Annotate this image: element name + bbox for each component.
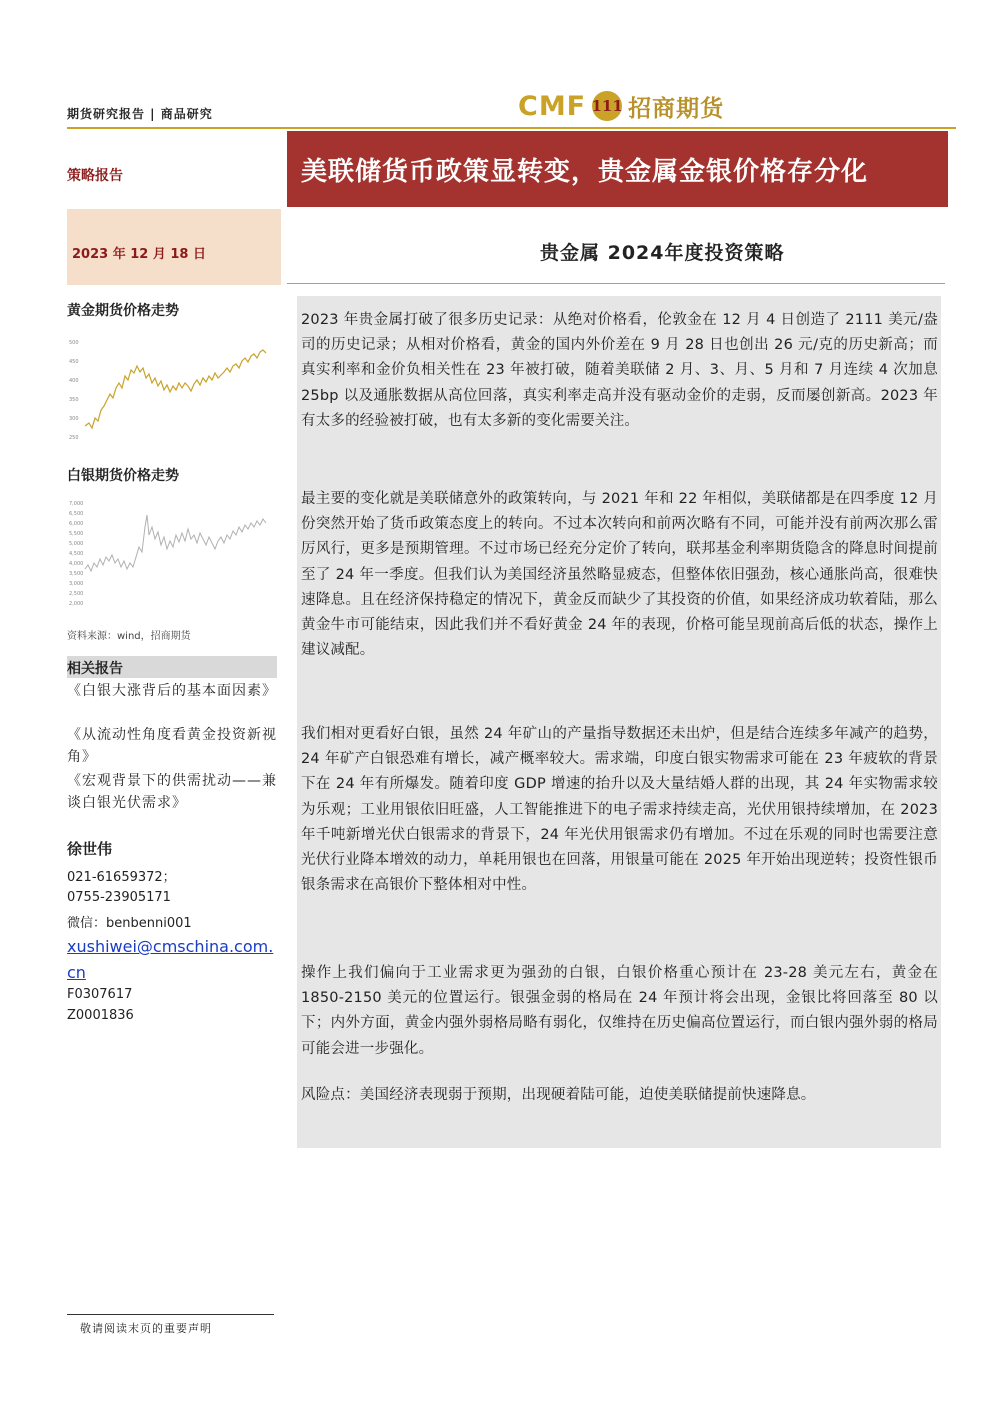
- silver-y-tick: 4,000: [69, 561, 84, 567]
- silver-y-tick: 6,500: [69, 511, 84, 517]
- report-subtitle: 贵金属 2024年度投资策略: [540, 242, 785, 264]
- author-email-link[interactable]: xushiwei@cmschina.com.cn: [67, 937, 274, 982]
- footer-divider: [67, 1314, 274, 1315]
- related-report-link[interactable]: 《白银大涨背后的基本面因素》: [67, 683, 277, 699]
- silver-y-tick: 5,000: [69, 541, 84, 547]
- gold-y-tick: 250: [69, 435, 79, 441]
- summary-paragraph: 操作上我们偏向于工业需求更为强劲的白银，白银价格重心预计在 23-28 美元左右，黄金在 1850-2150 美元的位置运行。银强金弱的格局在 24 年预计将会出现，金银比将回落至 80 以下；内外方面，黄金内强外弱格局略有弱化，仅维持在历史偏高位置运行，而白银内强外弱的格局可能会进一步强化。: [301, 965, 938, 1057]
- silver-price-line: [85, 515, 266, 571]
- author-cert-number: F0307617: [67, 987, 133, 1002]
- gold-y-tick: 350: [69, 397, 79, 403]
- silver-y-tick: 7,000: [69, 501, 84, 507]
- logo-cmf-text: CMF: [518, 90, 587, 122]
- logo-mark-icon: 111: [592, 91, 622, 121]
- summary-paragraph: 我们相对更看好白银，虽然 24 年矿山的产量指导数据还未出炉，但是结合连续多年减产的趋势，24 年矿产白银恐难有增长，减产概率较大。需求端，印度白银实物需求可能在 23 年疲软的背景下在 24 年有所爆发。随着印度 GDP 增速的抬升以及大量结婚人群的出现，其 24 年实物需求较为乐观；工业用银依旧旺盛，人工智能推进下的电子需求持续走高，光伏用银持续增加，在 2023 年千吨新增光伏白银需求的背景下，24 年光伏用银需求仍有增加。不过在乐观的同时也需要注意光伏行业降本增效的动力，单耗用银也在回落，用银量可能在 2025 年开始出现逆转；投资性银币银条需求在高银价下整体相对中性。: [301, 726, 938, 894]
- report-title: 美联储货币政策显转变，贵金属金银价格存分化: [287, 131, 948, 207]
- summary-paragraph: 最主要的变化就是美联储意外的政策转向，与 2021 年和 22 年相似，美联储都是在四季度 12 月份突然开始了货币政策态度上的转向。不过本次转向和前两次略有不同，可能并没有前两次那么雷厉风行，更多是预期管理。不过市场已经充分定价了转向，联邦基金利率期货隐含的降息时间提前至了 24 年一季度。但我们认为美国经济虽然略显疲态，但整体依旧强劲，核心通胀尚高，很难快速降息。且在经济保持稳定的情况下，黄金反而缺少了其投资的价值，如果经济成功软着陆，那么黄金牛市可能结束，因此我们并不看好黄金 24 年的表现，价格可能呈现前高后低的状态，操作上建议减配。: [301, 491, 938, 659]
- silver-price-chart: [67, 497, 277, 609]
- gold-y-tick: 300: [69, 416, 79, 422]
- gold-chart-title: 黄金期货价格走势: [67, 303, 179, 319]
- logo-company-name: 招商期货: [628, 95, 725, 122]
- gold-price-chart: [67, 328, 277, 448]
- company-logo: [518, 86, 724, 126]
- author-name: 徐世伟: [67, 840, 113, 858]
- report-date: 2023 年 12 月 18 日: [72, 247, 206, 262]
- silver-chart-title: 白银期货价格走势: [67, 468, 179, 484]
- author-wechat: 微信：benbenni001: [67, 916, 192, 931]
- report-type-label: 期货研究报告 | 商品研究: [67, 107, 213, 121]
- header-divider: [67, 127, 956, 129]
- related-report-link[interactable]: 《从流动性角度看黄金投资新视角》: [67, 727, 277, 765]
- chart-source: 资料来源：wind，招商期货: [67, 631, 191, 642]
- silver-y-tick: 3,500: [69, 571, 84, 577]
- gold-y-tick: 450: [69, 359, 79, 365]
- silver-y-tick: 2,000: [69, 601, 84, 607]
- summary-paragraph: 2023 年贵金属打破了很多历史记录：从绝对价格看，伦敦金在 12 月 4 日创造了 2111 美元/盎司的历史记录；从相对价格看，黄金的国内外价差在 9 月 28 日也创出 26 元/克的历史新高；而真实利率和金价负相关性在 23 年被打破，随着美联储 2 月、3、月、5 月和 7 月连续 4 次加息 25bp 以及通胀数据从高位回落，真实利率走高并没有驱动金价的走弱，反而屡创新高。2023 年有太多的经验被打破，也有太多新的变化需要关注。: [301, 312, 938, 429]
- gold-price-line: [85, 350, 266, 428]
- risk-paragraph: 风险点：美国经济表现弱于预期，出现硬着陆可能，迫使美联储提前快速降息。: [301, 1087, 816, 1103]
- author-phone: 0755-23905171: [67, 890, 171, 905]
- silver-y-tick: 2,500: [69, 591, 84, 597]
- author-phone: 021-61659372；: [67, 870, 176, 885]
- silver-y-tick: 4,500: [69, 551, 84, 557]
- silver-y-tick: 5,500: [69, 531, 84, 537]
- related-reports-title: 相关报告: [67, 661, 123, 677]
- subtitle-divider: [287, 283, 945, 284]
- report-category: 策略报告: [67, 168, 123, 184]
- silver-y-tick: 6,000: [69, 521, 84, 527]
- gold-y-tick: 400: [69, 378, 79, 384]
- related-report-link[interactable]: 《宏观背景下的供需扰动——兼谈白银光伏需求》: [67, 773, 277, 811]
- gold-y-tick: 500: [69, 340, 79, 346]
- author-cert-number: Z0001836: [67, 1008, 134, 1023]
- silver-y-tick: 3,000: [69, 581, 84, 587]
- disclaimer-note: 敬请阅读末页的重要声明: [80, 1322, 212, 1335]
